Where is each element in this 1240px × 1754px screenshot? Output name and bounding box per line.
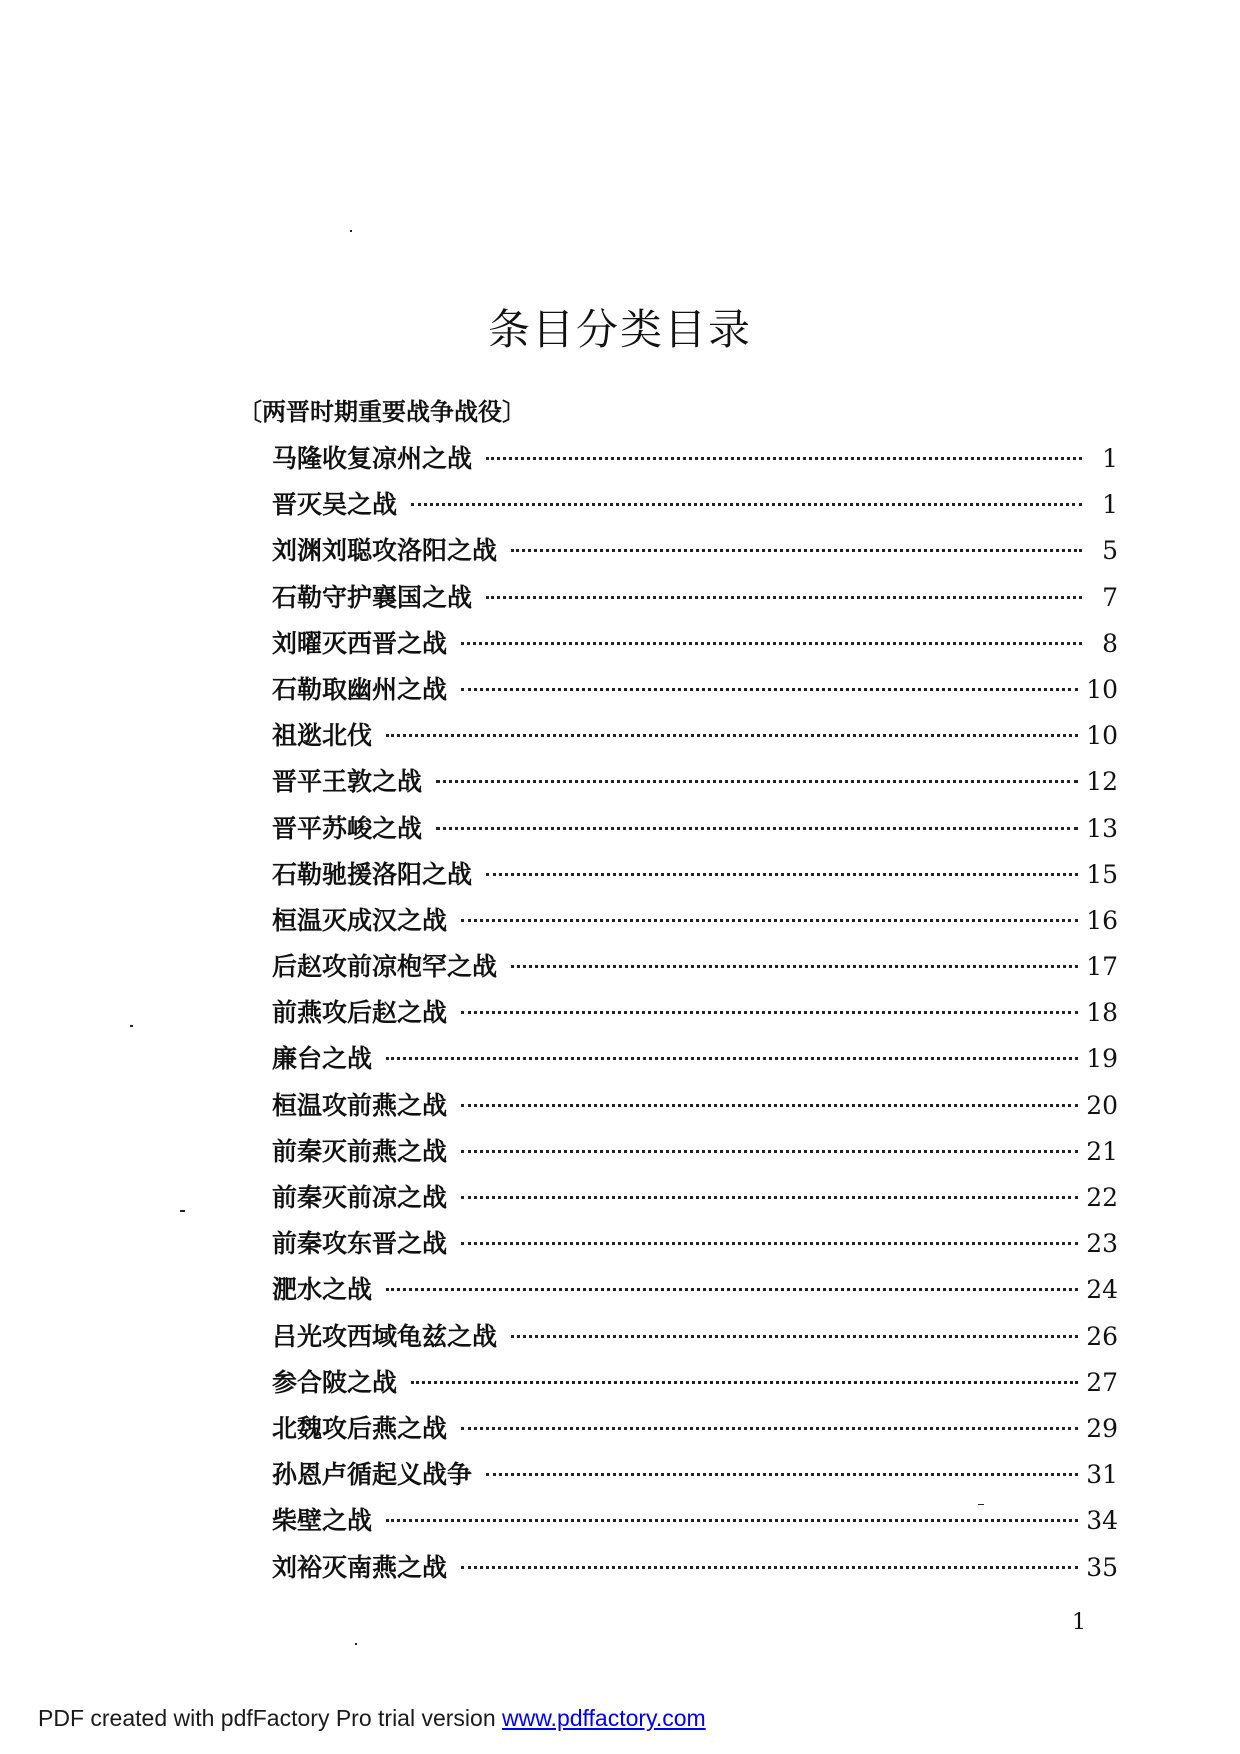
toc-entry-title: 孙恩卢循起义战争 [272, 1460, 473, 1490]
toc-entry-title: 桓温灭成汉之战 [272, 905, 448, 935]
toc-entry-page: 26 [1086, 1321, 1118, 1351]
toc-entry-page: 1 [1102, 444, 1118, 473]
dot-leader [436, 780, 1078, 783]
toc-entry-title: 前秦灭前凉之战 [272, 1183, 448, 1212]
toc-entry-page: 18 [1086, 998, 1118, 1028]
toc-entry-title: 晋灭吴之战 [272, 490, 398, 520]
toc-entry-title: 参合陂之战 [272, 1367, 398, 1397]
toc-entry-title: 后赵攻前凉枹罕之战 [272, 952, 498, 982]
dot-leader [461, 1427, 1078, 1430]
dot-leader [461, 1566, 1078, 1569]
toc-entry[interactable] [272, 1091, 1118, 1137]
toc-entry-page: 12 [1086, 767, 1118, 797]
toc-entry-title: 祖逖北伐 [272, 721, 373, 751]
toc-list [272, 444, 1118, 1599]
page-title: 条目分类目录 [487, 305, 752, 354]
scan-speck [180, 1210, 185, 1212]
toc-entry-page: 16 [1086, 905, 1118, 935]
toc-entry[interactable] [272, 1137, 1118, 1183]
toc-entry-page: 27 [1086, 1367, 1118, 1397]
dot-leader [486, 873, 1078, 876]
toc-entry-title: 吕光攻西域龟兹之战 [272, 1321, 498, 1351]
toc-entry-title: 北魏攻后燕之战 [272, 1413, 448, 1443]
toc-entry[interactable] [272, 814, 1118, 860]
pdf-footer [38, 1704, 706, 1732]
toc-entry-page: 5 [1102, 536, 1118, 566]
toc-entry-page: 23 [1086, 1229, 1118, 1259]
toc-entry-title: 石勒驰援洛阳之战 [272, 859, 473, 889]
scan-speck [355, 1643, 357, 1645]
toc-entry-page: 29 [1086, 1413, 1118, 1443]
dot-leader [511, 549, 1082, 552]
toc-entry-page: 15 [1086, 859, 1118, 889]
toc-entry-title: 刘曜灭西晋之战 [272, 628, 448, 658]
toc-entry-page: 10 [1086, 674, 1118, 704]
toc-entry-page: 20 [1086, 1090, 1118, 1120]
toc-entry[interactable] [272, 860, 1118, 906]
pdf-footer-text: PDF created with pdfFactory Pro trial version [38, 1705, 502, 1731]
dot-leader [461, 642, 1082, 645]
toc-entry-title: 刘渊刘聪攻洛阳之战 [272, 536, 498, 566]
toc-entry-title: 前燕攻后赵之战 [272, 998, 448, 1028]
toc-entry[interactable] [272, 1553, 1118, 1599]
toc-entry-page: 7 [1102, 582, 1118, 612]
dot-leader [461, 1196, 1078, 1199]
toc-entry-title: 淝水之战 [272, 1275, 373, 1305]
toc-entry[interactable] [272, 906, 1118, 952]
toc-entry[interactable] [272, 1229, 1118, 1275]
toc-entry-page: 1 [1102, 490, 1118, 520]
page-number: 1 [1072, 1610, 1086, 1635]
dot-leader [461, 1150, 1078, 1153]
toc-entry[interactable] [272, 952, 1118, 998]
toc-entry-title: 晋平苏峻之战 [272, 813, 423, 843]
toc-entry[interactable] [272, 1322, 1118, 1368]
toc-entry-page: 21 [1086, 1136, 1118, 1166]
dot-leader [486, 457, 1082, 460]
dot-leader [411, 503, 1082, 506]
toc-entry[interactable] [272, 767, 1118, 813]
dot-leader [461, 1242, 1078, 1245]
toc-entry-page: 22 [1086, 1183, 1118, 1212]
dot-leader [486, 596, 1082, 599]
toc-entry[interactable] [272, 490, 1118, 536]
toc-entry-title: 前秦攻东晋之战 [272, 1229, 448, 1259]
dot-leader [461, 1011, 1078, 1014]
scan-speck [978, 1504, 984, 1505]
toc-entry[interactable] [272, 1183, 1118, 1229]
scan-speck [130, 1025, 133, 1027]
dot-leader [386, 734, 1078, 737]
dot-leader [486, 1473, 1078, 1476]
dot-leader [461, 919, 1078, 922]
toc-entry[interactable] [272, 721, 1118, 767]
scan-speck [350, 230, 352, 232]
toc-entry[interactable] [272, 998, 1118, 1044]
toc-entry[interactable] [272, 444, 1118, 490]
toc-entry[interactable] [272, 536, 1118, 582]
toc-entry[interactable] [272, 1414, 1118, 1460]
pdffactory-link[interactable]: www.pdffactory.com [502, 1705, 706, 1731]
toc-entry-title: 廉台之战 [272, 1044, 373, 1074]
dot-leader [386, 1519, 1078, 1522]
dot-leader [461, 688, 1078, 691]
toc-entry-page: 13 [1086, 813, 1118, 843]
toc-entry-title: 石勒守护襄国之战 [272, 582, 473, 612]
toc-entry-title: 前秦灭前燕之战 [272, 1136, 448, 1166]
toc-entry[interactable] [272, 1506, 1118, 1552]
toc-entry[interactable] [272, 629, 1118, 675]
toc-entry-title: 桓温攻前燕之战 [272, 1090, 448, 1120]
toc-entry-page: 8 [1102, 628, 1118, 658]
dot-leader [411, 1381, 1078, 1384]
toc-entry[interactable] [272, 1460, 1118, 1506]
dot-leader [436, 827, 1078, 830]
toc-entry[interactable] [272, 1275, 1118, 1321]
toc-entry-page: 34 [1086, 1506, 1118, 1536]
toc-entry[interactable] [272, 675, 1118, 721]
toc-entry-page: 19 [1086, 1044, 1118, 1074]
toc-entry-title: 石勒取幽州之战 [272, 674, 448, 704]
dot-leader [386, 1057, 1078, 1060]
toc-entry-page: 35 [1086, 1552, 1118, 1582]
dot-leader [461, 1104, 1078, 1107]
toc-entry-title: 晋平王敦之战 [272, 767, 423, 797]
toc-entry[interactable] [272, 583, 1118, 629]
toc-entry-page: 10 [1086, 721, 1118, 751]
toc-entry[interactable] [272, 1044, 1118, 1090]
toc-entry-page: 17 [1086, 952, 1118, 982]
toc-entry[interactable] [272, 1368, 1118, 1414]
toc-entry-page: 31 [1086, 1460, 1118, 1490]
dot-leader [511, 1335, 1078, 1338]
toc-entry-title: 刘裕灭南燕之战 [272, 1552, 448, 1582]
toc-entry-title: 柴壁之战 [272, 1506, 373, 1536]
section-heading: 〔两晋时期重要战争战役〕 [238, 397, 526, 426]
dot-leader [386, 1288, 1078, 1291]
toc-entry-page: 24 [1086, 1275, 1118, 1305]
dot-leader [511, 965, 1078, 968]
toc-entry-title: 马隆收复凉州之战 [272, 444, 473, 473]
